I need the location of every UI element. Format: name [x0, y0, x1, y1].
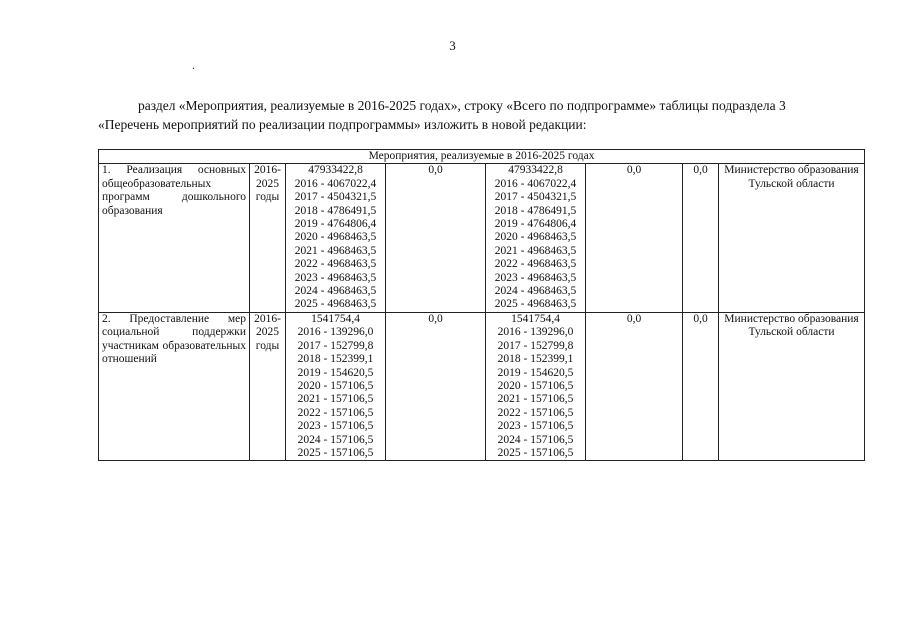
yearly-regional-list	[489, 178, 582, 312]
year-value: 2016 - 139296,0	[497, 326, 574, 339]
federal-funding: 0,0	[386, 164, 486, 312]
table-header-row	[99, 150, 865, 164]
total-funding: 1541754,4	[311, 312, 360, 325]
year-value: 2016 - 4067022,4	[494, 177, 577, 190]
year-value: 2018 - 152399,1	[497, 353, 574, 366]
year-value: 2024 - 157106,5	[297, 433, 374, 446]
page-number: 3	[449, 38, 456, 53]
intro-paragraph	[98, 96, 868, 134]
year-value: 2022 - 157106,5	[297, 406, 374, 419]
intro-line-1: раздел «Мероприятия, реализуемые в 2016-2025 годах», строку «Всего по подпрограмме» таблицы подраздела 3	[138, 98, 786, 113]
measure-period: 2016-2025 годы	[250, 164, 286, 312]
executor: Министерство образования Тульской области	[719, 312, 865, 460]
intro-line-2: «Перечень мероприятий по реализации подпрограммы» изложить в новой редакции:	[98, 117, 587, 132]
year-value: 2017 - 4504321,5	[494, 191, 577, 204]
table-header: Мероприятия, реализуемые в 2016-2025 годах	[99, 150, 865, 164]
yearly-funding-list	[289, 178, 382, 312]
year-value: 2019 - 4764806,4	[294, 218, 377, 231]
extrabudgetary-funding: 0,0	[683, 312, 719, 460]
measures-table	[98, 149, 865, 461]
year-value: 2024 - 4968463,5	[494, 285, 577, 298]
year-value: 2022 - 4968463,5	[294, 258, 377, 271]
local-funding: 0,0	[586, 312, 683, 460]
year-value: 2019 - 154620,5	[497, 366, 574, 379]
year-value: 2023 - 157106,5	[497, 420, 574, 433]
executor: Министерство образования Тульской области	[719, 164, 865, 312]
measure-title: 1. Реализация основных общеобразовательных программ дошкольного образования	[99, 164, 250, 312]
year-value: 2023 - 4968463,5	[294, 271, 377, 284]
year-value: 2017 - 152799,8	[497, 339, 574, 352]
total-funding-cell	[286, 164, 386, 312]
measure-period: 2016-2025 годы	[250, 312, 286, 460]
yearly-regional-list	[489, 326, 582, 460]
year-value: 2018 - 4786491,5	[494, 204, 577, 217]
year-value: 2018 - 152399,1	[297, 353, 374, 366]
year-value: 2021 - 157106,5	[297, 393, 374, 406]
measure-title: 2. Предоставление мер социальной поддержки участникам образовательных отношений	[99, 312, 250, 460]
regional-funding-cell	[486, 164, 586, 312]
year-value: 2022 - 157106,5	[497, 406, 574, 419]
year-value: 2021 - 4968463,5	[494, 244, 577, 257]
year-value: 2025 - 4968463,5	[294, 298, 377, 311]
year-value: 2023 - 4968463,5	[494, 271, 577, 284]
year-value: 2019 - 4764806,4	[494, 218, 577, 231]
year-value: 2025 - 157106,5	[497, 446, 574, 459]
year-value: 2020 - 157106,5	[497, 379, 574, 392]
regional-funding-cell	[486, 312, 586, 460]
year-value: 2020 - 157106,5	[297, 379, 374, 392]
year-value: 2017 - 4504321,5	[294, 191, 377, 204]
year-value: 2025 - 4968463,5	[494, 298, 577, 311]
year-value: 2017 - 152799,8	[297, 339, 374, 352]
year-value: 2023 - 157106,5	[297, 420, 374, 433]
table-row	[99, 312, 865, 460]
federal-funding: 0,0	[386, 312, 486, 460]
table-row	[99, 164, 865, 312]
regional-funding-total: 1541754,4	[511, 312, 560, 325]
regional-funding-total: 47933422,8	[508, 164, 563, 177]
year-value: 2018 - 4786491,5	[294, 204, 377, 217]
year-value: 2024 - 4968463,5	[294, 285, 377, 298]
extrabudgetary-funding: 0,0	[683, 164, 719, 312]
year-value: 2020 - 4968463,5	[294, 231, 377, 244]
year-value: 2021 - 157106,5	[497, 393, 574, 406]
year-value: 2025 - 157106,5	[297, 446, 374, 459]
year-value: 2021 - 4968463,5	[294, 244, 377, 257]
yearly-funding-list	[289, 326, 382, 460]
local-funding: 0,0	[586, 164, 683, 312]
stray-dot: .	[192, 58, 195, 72]
year-value: 2024 - 157106,5	[497, 433, 574, 446]
total-funding: 47933422,8	[308, 164, 363, 177]
year-value: 2016 - 4067022,4	[294, 177, 377, 190]
total-funding-cell	[286, 312, 386, 460]
year-value: 2022 - 4968463,5	[494, 258, 577, 271]
year-value: 2016 - 139296,0	[297, 326, 374, 339]
year-value: 2019 - 154620,5	[297, 366, 374, 379]
year-value: 2020 - 4968463,5	[494, 231, 577, 244]
